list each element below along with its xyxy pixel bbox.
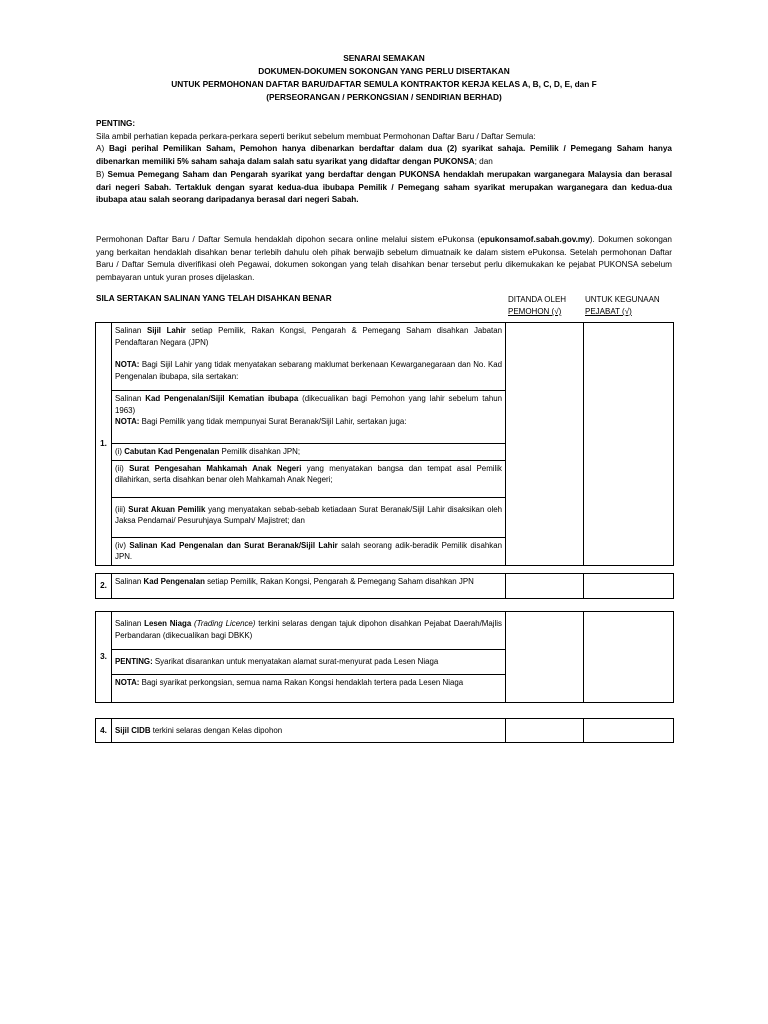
item-number: 4.	[96, 719, 112, 743]
checklist-text: (ii) Surat Pengesahan Mahkamah Anak Negeri yang menyatakan bangsa dan tempat asal Pemilik dilahirkan, serta disahkan benar oleh Mahkamah Anak Negeri;	[112, 460, 506, 497]
title-line-4: (PERSEORANGAN / PERKONGSIAN / SENDIRIAN BERHAD)	[266, 92, 502, 102]
applicant-check-box[interactable]	[506, 323, 584, 566]
note-b: B) Semua Pemegang Saham dan Pengarah syarikat yang berdaftar dengan PUKONSA hendaklah merupakan warganegara Malaysia dan berasal dari negeri Sabah. Tertakluk dengan syarat kedua-dua ibubapa Pemilik / Pemegang saham syarikat merupakan warganegara dan kedua-dua ibubapa atau salah seorang daripadanya berasal dari negeri Sabah.	[96, 169, 672, 205]
penting-intro: Sila ambil perhatian kepada perkara-perkara seperti berikut sebelum membuat Permohonan Daftar Baru / Daftar Semula:	[96, 131, 536, 141]
checklist-text: NOTA: Bagi syarikat perkongsian, semua nama Rakan Kongsi hendaklah tertera pada Lesen Niaga	[112, 675, 506, 703]
checklist-text: (iv) Salinan Kad Pengenalan dan Surat Beranak/Sijil Lahir salah seorang adik-beradik Pemilik disahkan JPN.	[112, 537, 506, 565]
checklist-text: Salinan Lesen Niaga (Trading Licence) terkini selaras dengan tajuk dipohon disahkan Pejabat Daerah/Majlis Perbandaran (dikecualikan bagi DBKK)	[112, 612, 506, 650]
item-number: 1.	[96, 323, 112, 566]
checklist-item-1	[95, 322, 674, 566]
applicant-check-box[interactable]	[506, 612, 584, 703]
column-header-office: UNTUK KEGUNAAN PEJABAT (√)	[585, 295, 660, 316]
important-notes	[96, 118, 672, 207]
item-number: 3.	[96, 612, 112, 703]
section-heading: SILA SERTAKAN SALINAN YANG TELAH DISAHKAN BENAR	[96, 294, 332, 303]
checklist-text: Salinan Sijil Lahir setiap Pemilik, Rakan Kongsi, Pengarah & Pemegang Saham disahkan Jabatan Pendaftaran Negara (JPN) NOTA: Bagi Sijil Lahir yang tidak menyatakan sebarang maklumat berkenaan Kewarganegaraan dan No. Kad Pengenalan ibubapa, sila sertakan:	[112, 323, 506, 391]
checklist-item-2	[95, 573, 674, 599]
item-number: 2.	[96, 574, 112, 599]
penting-heading: PENTING:	[96, 119, 136, 128]
title-line-2: DOKUMEN-DOKUMEN SOKONGAN YANG PERLU DISERTAKAN	[258, 66, 510, 76]
online-application-paragraph: Permohonan Daftar Baru / Daftar Semula hendaklah dipohon secara online melalui sistem ePukonsa (epukonsamof.sabah.gov.my). Dokumen sokongan yang berkaitan hendaklah disahkan benar terlebih dahulu oleh pihak berwajib sebelum dimuatnaik ke dalam sistem ePukonsa. Setelah permohonan Daftar Baru / Daftar Semula diverifikasi oleh Pegawai, dokumen sokongan yang telah disahkan benar tersebut perlu dikemukakan ke pejabat PUKONSA sebelum pembayaran untuk yuran proses dijelaskan.	[96, 235, 672, 283]
office-check-box[interactable]	[584, 719, 674, 743]
checklist-text: Salinan Kad Pengenalan setiap Pemilik, Rakan Kongsi, Pengarah & Pemegang Saham disahkan JPN	[112, 574, 506, 599]
applicant-check-box[interactable]	[506, 719, 584, 743]
checklist-text: (i) Cabutan Kad Pengenalan Pemilik disahkan JPN;	[112, 444, 506, 461]
checklist-text: (iii) Surat Akuan Pemilik yang menyatakan sebab-sebab ketiadaan Surat Beranak/Sijil Lahir disaksikan oleh Jaksa Pendamai/ Pesuruhjaya Sumpah/ Majistret; dan	[112, 497, 506, 537]
office-check-box[interactable]	[584, 323, 674, 566]
office-check-box[interactable]	[584, 612, 674, 703]
office-check-box[interactable]	[584, 574, 674, 599]
title-line-1: SENARAI SEMAKAN	[343, 53, 425, 63]
checklist-item-3	[95, 611, 674, 703]
column-header-applicant: DITANDA OLEH PEMOHON (√)	[508, 295, 567, 316]
checklist-text: PENTING: Syarikat disarankan untuk menyatakan alamat surat-menyurat pada Lesen Niaga	[112, 650, 506, 675]
applicant-check-box[interactable]	[506, 574, 584, 599]
epukonsa-url: epukonsamof.sabah.gov.my	[480, 235, 590, 244]
checklist-text: Salinan Kad Pengenalan/Sijil Kematian ibubapa (dikecualikan bagi Pemohon yang lahir sebelum tahun 1963) NOTA: Bagi Pemilik yang tidak mempunyai Surat Beranak/Sijil Lahir, sertakan juga:	[112, 391, 506, 444]
checklist-text: Sijil CIDB terkini selaras dengan Kelas dipohon	[112, 719, 506, 743]
document-title	[96, 52, 672, 104]
checklist-item-4	[95, 718, 674, 743]
title-line-3: UNTUK PERMOHONAN DAFTAR BARU/DAFTAR SEMULA KONTRAKTOR KERJA KELAS A, B, C, D, E, dan F	[171, 79, 597, 89]
note-a: A) Bagi perihal Pemilikan Saham, Pemohon hanya dibenarkan berdaftar dalam dua (2) syarikat sahaja. Pemilik / Pemegang Saham hanya dibenarkan memiliki 5% saham sahaja dalam salah satu syarikat yang didaftar dengan PUKONSA; dan	[96, 144, 672, 167]
